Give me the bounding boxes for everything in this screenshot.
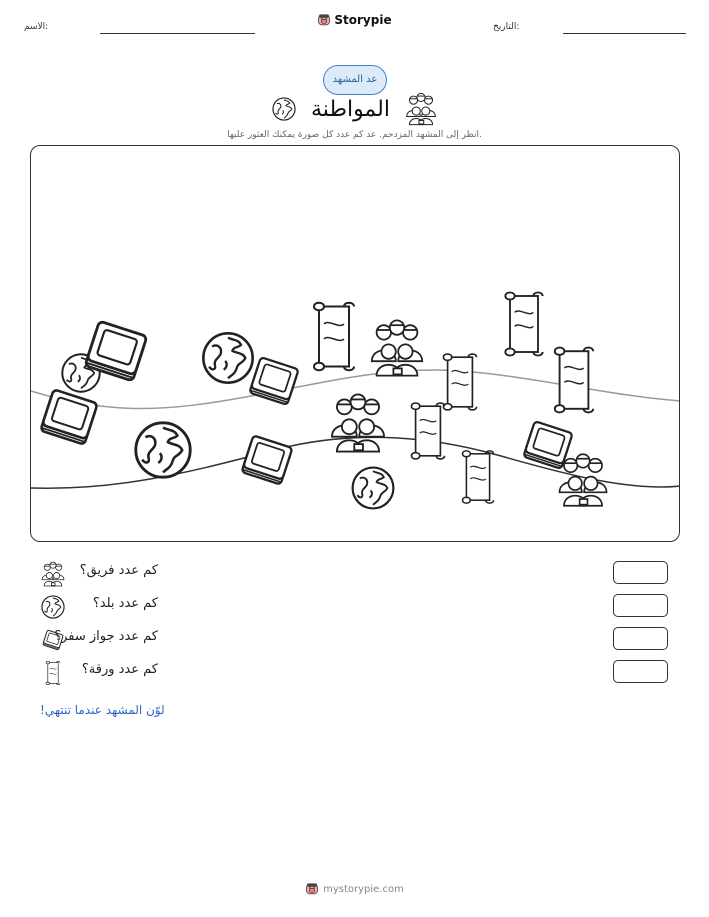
name-label: الاسم: — [24, 22, 49, 32]
scene-team-icon — [372, 320, 422, 375]
question-text: كم عدد جواز سفر؟ — [54, 629, 158, 644]
globe-icon — [40, 594, 66, 620]
scene-scroll-icon — [314, 303, 354, 371]
scene-globe-icon — [203, 333, 252, 382]
page-title-row — [0, 92, 709, 126]
scene-scroll-icon — [411, 403, 444, 459]
name-line[interactable] — [100, 33, 255, 34]
date-line[interactable] — [563, 33, 686, 34]
team-icon — [404, 92, 438, 126]
answer-box[interactable] — [613, 660, 668, 683]
storypie-logo-icon — [305, 882, 319, 896]
footer — [0, 882, 709, 896]
question-row — [40, 561, 670, 587]
scene-illustration — [31, 146, 680, 542]
scene-passport-icon — [40, 389, 97, 444]
scroll-icon — [40, 660, 66, 686]
footer-url[interactable]: mystorypie.com — [323, 883, 404, 895]
team-icon — [40, 561, 66, 587]
storypie-logo-icon — [317, 13, 331, 27]
brand-name: Storypie — [334, 13, 392, 27]
scene-scroll-icon — [555, 348, 593, 413]
question-text: كم عدد بلد؟ — [92, 596, 158, 611]
scene-globe-icon — [353, 468, 394, 509]
question-row — [40, 660, 670, 686]
globe-icon — [271, 96, 297, 122]
scene-passport-icon — [242, 435, 293, 484]
answer-box[interactable] — [613, 594, 668, 617]
question-row — [40, 594, 670, 620]
scene-team-icon — [332, 394, 384, 451]
scene-passport-icon — [249, 357, 298, 405]
scene-globe-icon — [136, 423, 190, 477]
question-text: كم عدد فريق؟ — [79, 563, 158, 578]
question-text: كم عدد ورقة؟ — [81, 662, 158, 677]
activity-badge: عد المشهد — [323, 65, 387, 95]
brand-logo — [0, 13, 709, 27]
crowded-scene — [30, 145, 680, 542]
scene-scroll-icon — [463, 451, 494, 503]
page-title: المواطنة — [311, 96, 390, 122]
scene-scroll-icon — [443, 354, 476, 410]
instructions: انظر إلى المشهد المزدحم. عد كم عدد كل صورة يمكنك العثور عليها. — [227, 130, 482, 140]
finish-note: لوّن المشهد عندما تنتهي! — [40, 703, 165, 717]
answer-box[interactable] — [613, 627, 668, 650]
scene-scroll-icon — [505, 293, 542, 356]
date-label: التاريخ: — [493, 22, 520, 32]
question-row — [40, 627, 670, 653]
answer-box[interactable] — [613, 561, 668, 584]
